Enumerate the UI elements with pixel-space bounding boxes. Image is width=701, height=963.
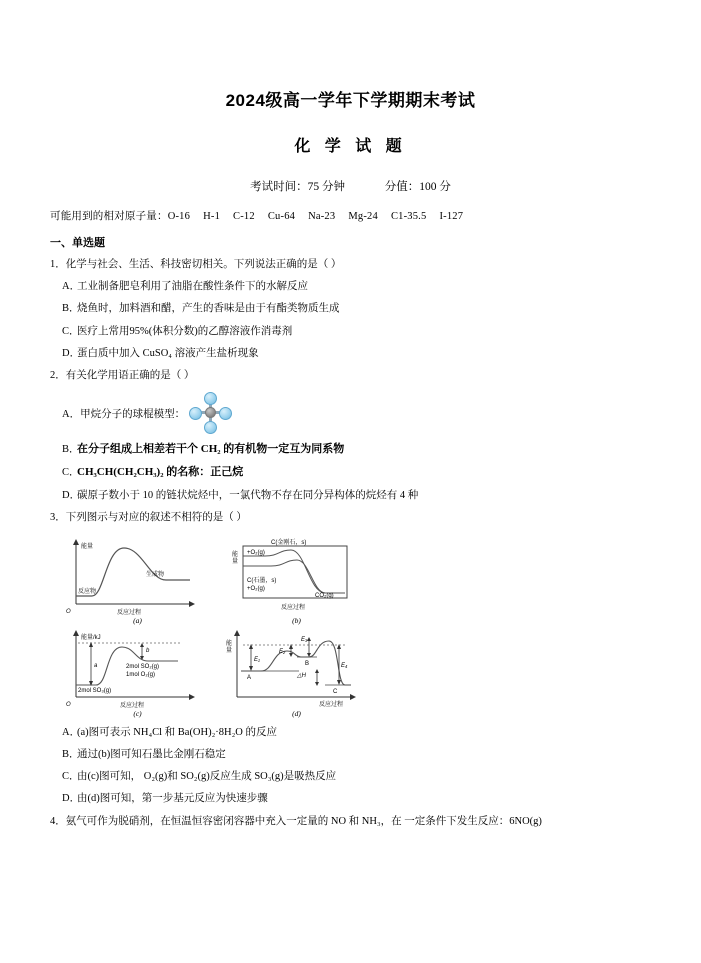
option-label: A． (62, 408, 81, 420)
question-3-figure-group (0, 536, 701, 718)
option-text: CH₃CH(CH₂CH₃)₂ 的名称：正己烷 (77, 466, 244, 479)
figure-b (221, 536, 372, 625)
exam-page (0, 86, 701, 963)
atomic-mass-item: O-16 (167, 211, 191, 222)
hydrogen-atom (204, 392, 217, 405)
figure-d-point-b: B (305, 660, 310, 667)
hydrogen-atom (189, 407, 202, 420)
atomic-mass-line (0, 208, 701, 223)
question-3-option-b (0, 747, 701, 762)
page-subtitle: 化 学 试 题 (294, 138, 407, 155)
figure-a (62, 536, 213, 625)
option-text: 由(c)图可知， O₂(g)和 SO₂(g)反应生成 SO₃(g)是吸热反应 (77, 771, 337, 783)
option-text: 医疗上常用95%(体积分数)的乙醇溶液作消毒剂 (77, 325, 293, 337)
figure-a-caption: (a) (133, 615, 142, 625)
figure-d-label-e4: E₄ (341, 662, 348, 669)
figure-a-y-axis-label: 能量 (81, 543, 94, 550)
question-3-option-c (0, 769, 701, 784)
section-heading-single-choice: 一、单选题 (50, 237, 105, 249)
option-text: 烧鱼时，加料酒和醋，产生的香味是由于有酯类物质生成 (77, 303, 340, 315)
figure-c-origin-label: O (66, 701, 71, 708)
question-2-stem: 2．有关化学用语正确的是（ ） (50, 370, 195, 382)
question-4-stem: 4．氨气可作为脱硝剂，在恒温恒容密闭容器中充入一定量的 NO 和 NH₃，在 一定条件下发生反应：6NO(g) (50, 815, 542, 827)
option-label: D． (62, 490, 81, 502)
atomic-mass-item: I-127 (439, 211, 464, 222)
figure-c-caption: (c) (133, 708, 142, 718)
atomic-mass-item: Na-23 (308, 211, 336, 222)
option-label: D． (62, 793, 81, 805)
option-label: C． (62, 325, 80, 337)
question-1-option-b (0, 301, 701, 316)
figure-b-y-axis-label-2: 量 (232, 558, 239, 565)
figure-b-top-label: C(金刚石，s) (271, 539, 307, 546)
carbon-atom (205, 407, 216, 418)
atomic-mass-item: C1-35.5 (390, 211, 427, 222)
figure-a-reactant-label: 反应物 (78, 588, 97, 595)
figure-c (62, 627, 213, 718)
figure-a-x-axis-label: 反应过程 (117, 609, 142, 616)
figure-d-caption: (d) (292, 708, 301, 718)
option-text: 工业制备肥皂利用了油脂在酸性条件下的水解反应 (77, 281, 308, 293)
figure-d-label-e2: E₂ (279, 648, 286, 655)
question-1-option-c (0, 324, 701, 339)
figure-d-y-axis-label-2: 量 (226, 647, 233, 654)
figure-d-label-e3: E₃ (301, 636, 308, 643)
question-3-option-a (0, 725, 701, 740)
figure-d-y-axis-label-1: 能 (226, 640, 233, 647)
atomic-mass-item: H-1 (203, 211, 221, 222)
figure-c-label-a: a (94, 662, 98, 669)
figure-b-y-axis-label-1: 能 (232, 551, 239, 558)
option-label: D． (62, 347, 81, 359)
figure-b-top-label-2: +O₂(g) (247, 549, 265, 556)
option-text: 碳原子数小于 10 的链状烷烃中，一氯代物不存在同分异构体的烷烃有 4 种 (77, 490, 419, 502)
figure-d-point-c: C (333, 688, 338, 695)
atomic-mass-item: Mg-24 (348, 211, 378, 222)
question-2-option-c (0, 465, 701, 481)
question-3-option-d (0, 791, 701, 806)
methane-ball-and-stick-model (188, 392, 234, 434)
question-2-option-b (0, 442, 701, 458)
question-1-option-a (0, 279, 701, 294)
figure-c-so3-label: 2mol SO₃(g) (78, 687, 112, 694)
atomic-mass-item: C-12 (233, 211, 255, 222)
option-text: 通过(b)图可知石墨比金刚石稳定 (77, 748, 226, 760)
figure-d-label-dh: △H (297, 672, 306, 679)
option-label: C． (62, 467, 80, 479)
hydrogen-atom (204, 421, 217, 434)
figure-b-mid-label: C(石墨，s) (247, 577, 277, 584)
figure-c-y-axis-label: 能量/kJ (81, 634, 101, 641)
figure-c-so2-label: 2mol SO₂(g) (126, 663, 160, 670)
exam-meta (0, 178, 701, 194)
option-label: A． (62, 281, 81, 293)
figure-c-x-axis-label: 反应过程 (120, 702, 145, 709)
option-text: 甲烷分子的球棍模型： (80, 408, 186, 420)
figure-d-x-axis-label: 反应过程 (319, 701, 344, 708)
figure-b-product-label: CO₂(g) (315, 592, 334, 599)
option-label: B． (62, 444, 80, 456)
hydrogen-atom (219, 407, 232, 420)
atomic-mass-item: Cu-64 (267, 211, 296, 222)
exam-duration: 考试时间：75 分钟 (250, 181, 345, 193)
option-label: C． (62, 771, 80, 783)
option-label: B． (62, 303, 80, 315)
figure-b-x-axis-label: 反应过程 (281, 604, 306, 611)
figure-a-origin-label: O (66, 608, 71, 615)
question-2-option-a (0, 391, 701, 435)
figure-c-o2-label: 1mol O₂(g) (126, 671, 156, 678)
option-label: A． (62, 726, 81, 738)
figure-b-mid-label-2: +O₂(g) (247, 585, 265, 592)
option-text: 由(d)图可知，第一步基元反应为快速步骤 (77, 793, 268, 805)
option-text: (a)图可表示 NH₄Cl 和 Ba(OH)₂·8H₂O 的反应 (77, 726, 277, 738)
question-1-option-d (0, 346, 701, 361)
option-label: B． (62, 748, 80, 760)
question-3-stem: 3．下列图示与对应的叙述不相符的是（ ） (50, 512, 247, 524)
figure-d (221, 627, 372, 718)
figure-d-label-e1: E₁ (254, 656, 260, 663)
option-text: 蛋白质中加入 CuSO₄ 溶液产生盐析现象 (77, 347, 259, 359)
figure-b-caption: (b) (292, 615, 301, 625)
figure-c-label-b: b (146, 647, 150, 654)
atomic-mass-label: 可能用到的相对原子量： (50, 211, 168, 222)
figure-d-point-a: A (247, 674, 252, 681)
question-1-stem: 1．化学与社会、生活、科技密切相关。下列说法正确的是（ ） (50, 259, 342, 270)
option-text: 在分子组成上相差若干个 CH₂ 的有机物一定互为同系物 (77, 443, 345, 456)
page-title: 2024级高一学年下学期期末考试 (225, 91, 476, 110)
figure-a-product-label: 生成物 (146, 571, 165, 578)
question-2-option-d (0, 488, 701, 503)
exam-score: 分值：100 分 (384, 181, 451, 193)
